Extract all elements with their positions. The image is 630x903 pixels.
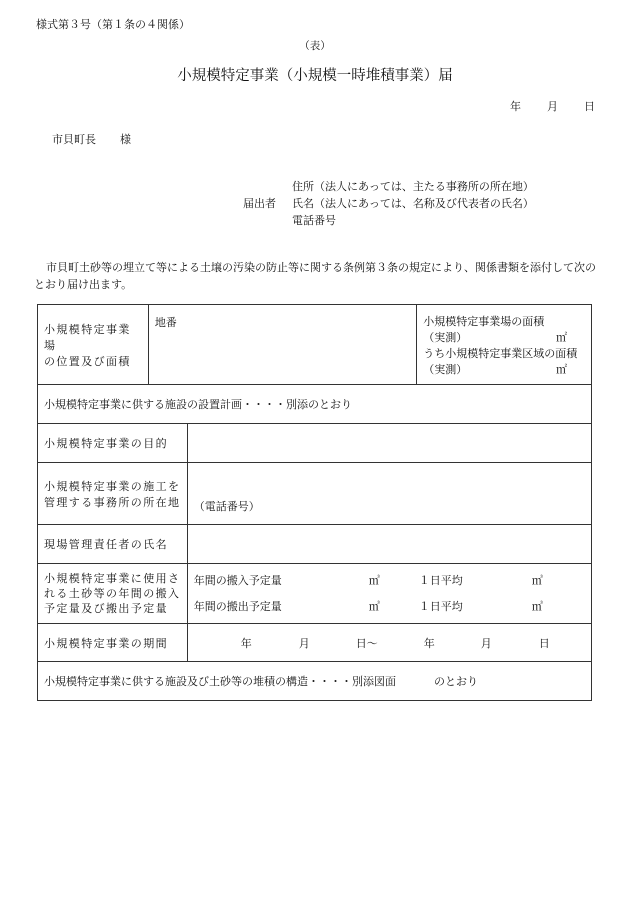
- zone-unit: ㎡: [556, 363, 567, 376]
- soil-in-label: 年間の搬入予定量: [193, 573, 282, 587]
- soil-out-line: [194, 594, 585, 620]
- office-address-label-cell: [38, 463, 188, 525]
- applicant-block: [0, 178, 630, 228]
- soil-out-avg-label: １日平均: [418, 599, 463, 613]
- row-site-location: [38, 305, 592, 385]
- date-day: 日: [584, 100, 595, 113]
- addressee-name: 市貝町長: [52, 133, 96, 146]
- applicant-label: 届出者: [243, 197, 276, 210]
- zone-title: うち小規模特定事業区域の面積: [423, 347, 578, 360]
- intro-text: 市貝町土砂等の埋立て等による土壌の汚染の防止等に関する条例第３条の規定により、関係書類を添付して次のとおり届け出ます。: [34, 261, 596, 291]
- facility-plan-cell: 小規模特定事業に供する施設の設置計画・・・・別添のとおり: [38, 385, 592, 424]
- period-end-day: 日: [538, 636, 550, 650]
- period-label: 小規模特定事業の期間: [38, 624, 188, 662]
- date-line: [510, 98, 595, 114]
- chiban-label: 地番: [154, 316, 177, 329]
- period-end-year: 年: [423, 636, 435, 650]
- site-location-label-line1: 小規模特定事業場: [44, 322, 131, 352]
- area-cell[interactable]: [417, 305, 592, 385]
- period-start-year: 年: [240, 636, 252, 650]
- purpose-value-cell[interactable]: [187, 424, 591, 463]
- soil-out-avg-unit: ㎥: [531, 599, 543, 613]
- site-location-label-cell: [38, 305, 149, 385]
- soil-volume-value-cell[interactable]: [187, 564, 591, 624]
- soil-volume-label-line2: れる土砂等の年間の搬入: [44, 587, 181, 600]
- office-address-label-line2: 管理する事務所の所在地: [44, 495, 181, 509]
- structure-suffix: のとおり: [434, 675, 478, 688]
- site-location-label-line2: の位置及び面積: [44, 354, 131, 368]
- application-table: [37, 304, 592, 701]
- intro-text-block: [34, 259, 604, 293]
- addressee-honorific: 様: [120, 133, 131, 146]
- soil-out-unit: ㎥: [368, 599, 380, 613]
- row-office-address: [38, 463, 592, 525]
- period-line: [194, 635, 585, 651]
- office-phone-label: （電話番号）: [193, 500, 260, 513]
- area-measured-label: （実測）: [423, 331, 468, 344]
- office-address-label-line1: 小規模特定事業の施工を: [44, 479, 181, 493]
- row-purpose: [38, 424, 592, 463]
- office-address-value-cell[interactable]: [187, 463, 591, 525]
- soil-in-unit: ㎥: [368, 573, 380, 587]
- period-end-month: 月: [480, 636, 492, 650]
- soil-out-label: 年間の搬出予定量: [193, 599, 282, 613]
- row-structure: [38, 662, 592, 701]
- period-start-day: 日～: [355, 636, 378, 650]
- area-measured-line: [423, 330, 585, 346]
- row-soil-volume: [38, 564, 592, 624]
- side-label: （表）: [299, 40, 331, 52]
- soil-in-line: [194, 568, 585, 594]
- area-title: 小規模特定事業場の面積: [423, 315, 545, 328]
- form-number: 様式第３号（第１条の４関係）: [36, 18, 190, 31]
- period-start-month: 月: [298, 636, 310, 650]
- soil-in-avg-label: １日平均: [418, 573, 463, 587]
- chiban-cell[interactable]: [148, 305, 416, 385]
- soil-volume-label-line1: 小規模特定事業に使用さ: [44, 572, 181, 585]
- addressee: [52, 131, 131, 147]
- soil-volume-label-cell: [38, 564, 188, 624]
- site-manager-label: 現場管理責任者の氏名: [38, 525, 188, 564]
- site-manager-value-cell[interactable]: [187, 525, 591, 564]
- date-month: 月: [547, 100, 558, 113]
- soil-volume-label-line3: 予定量及び搬出予定量: [44, 602, 168, 615]
- period-value-cell[interactable]: [187, 624, 591, 662]
- document-title: 小規模特定事業（小規模一時堆積事業）届: [177, 68, 453, 84]
- zone-measured-label: （実測）: [423, 363, 468, 376]
- zone-measured-line: [423, 362, 585, 378]
- area-unit: ㎡: [556, 331, 567, 344]
- structure-text: 小規模特定事業に供する施設及び土砂等の堆積の構造・・・・別添図面: [44, 675, 396, 688]
- row-period: [38, 624, 592, 662]
- soil-in-avg-unit: ㎥: [531, 573, 543, 587]
- structure-cell: [38, 662, 592, 701]
- row-facility-plan: [38, 385, 592, 424]
- applicant-address-line: 住所（法人にあっては、主たる事務所の所在地）: [292, 180, 534, 193]
- date-year: 年: [510, 100, 521, 113]
- applicant-phone-line: 電話番号: [292, 214, 336, 227]
- applicant-name-line: 氏名（法人にあっては、名称及び代表者の氏名）: [292, 197, 534, 210]
- purpose-label: 小規模特定事業の目的: [38, 424, 188, 463]
- row-site-manager: [38, 525, 592, 564]
